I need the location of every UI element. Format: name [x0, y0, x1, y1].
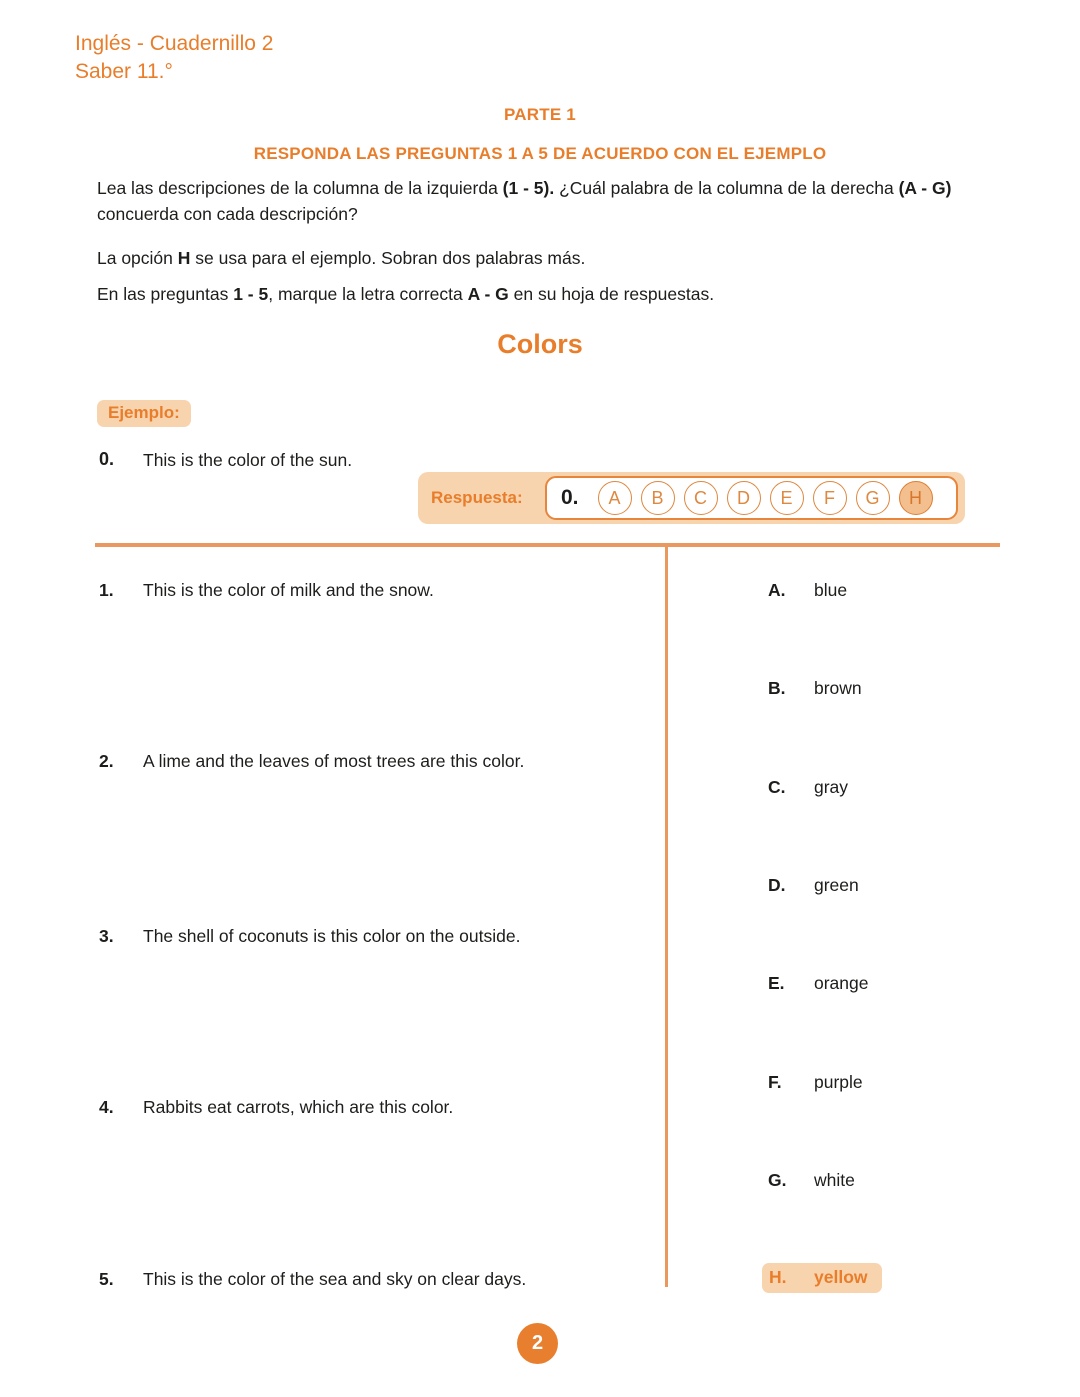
- option-word: orange: [814, 973, 869, 993]
- example-question-text: This is the color of the sun.: [143, 450, 353, 470]
- example-label-badge: Ejemplo:: [97, 400, 191, 427]
- option-letter: F.: [768, 1072, 782, 1092]
- document-header: [75, 30, 273, 86]
- answer-bubble-h-selected: H: [899, 481, 933, 515]
- part-title: PARTE 1: [504, 105, 576, 124]
- option-word: purple: [814, 1072, 863, 1092]
- option-row: [768, 875, 859, 896]
- intro-1-bold-range: (1 - 5).: [502, 178, 555, 198]
- example-question-number: 0.: [99, 449, 115, 469]
- option-word: yellow: [814, 1267, 868, 1287]
- option-row: [768, 973, 869, 994]
- answer-bubble-box: [545, 476, 958, 520]
- column-divider: [665, 547, 668, 1287]
- answer-label: Respuesta:: [431, 488, 523, 507]
- option-letter: H.: [769, 1267, 787, 1287]
- question-text: A lime and the leaves of most trees are this color.: [143, 751, 525, 771]
- intro-paragraph-3: [97, 281, 982, 307]
- option-word: white: [814, 1170, 855, 1190]
- question-number: 4.: [99, 1097, 114, 1117]
- answer-bubble-e: E: [770, 481, 804, 515]
- intro-paragraph-1: [97, 175, 982, 227]
- horizontal-divider: [95, 543, 1000, 547]
- answer-bubble-d: D: [727, 481, 761, 515]
- option-row: [768, 1072, 863, 1093]
- question-text: Rabbits eat carrots, which are this color.: [143, 1097, 454, 1117]
- option-letter: E.: [768, 973, 785, 993]
- option-row: [768, 678, 862, 699]
- option-word: brown: [814, 678, 862, 698]
- intro-3-bold-range: 1 - 5: [233, 284, 269, 304]
- page-number-badge: [517, 1323, 558, 1364]
- answer-bubble-a: A: [598, 481, 632, 515]
- intro-2-bold-h: H: [177, 248, 191, 268]
- exam-name: Saber 11.°: [75, 60, 173, 83]
- question-number: 5.: [99, 1269, 114, 1289]
- booklet-title: Inglés - Cuadernillo 2: [75, 32, 274, 55]
- option-word: green: [814, 875, 859, 895]
- intro-1-text: Lea las descripciones de la columna de la izquierda: [97, 178, 503, 198]
- question-text: This is the color of milk and the snow.: [143, 580, 434, 600]
- option-word: gray: [814, 777, 849, 797]
- intro-2-text: La opción: [97, 248, 178, 268]
- option-letter: D.: [768, 875, 786, 895]
- intro-1-bold-range-2: (A - G): [898, 178, 952, 198]
- answer-bubble-c: C: [684, 481, 718, 515]
- option-row-highlighted: [762, 1263, 882, 1293]
- question-text: The shell of coconuts is this color on the outside.: [143, 926, 521, 946]
- option-row: [768, 1170, 855, 1191]
- answer-bubble-b: B: [641, 481, 675, 515]
- option-letter: B.: [768, 678, 786, 698]
- option-letter: C.: [768, 777, 786, 797]
- option-letter: G.: [768, 1170, 787, 1190]
- question-number: 1.: [99, 580, 114, 600]
- question-number: 2.: [99, 751, 114, 771]
- question-text: This is the color of the sea and sky on clear days.: [143, 1269, 527, 1289]
- instruction-title: RESPONDA LAS PREGUNTAS 1 A 5 DE ACUERDO CON EL EJEMPLO: [253, 144, 827, 163]
- intro-paragraph-2: [97, 245, 982, 271]
- intro-3-text: En las preguntas: [97, 284, 234, 304]
- option-word: blue: [814, 580, 848, 600]
- intro-3-bold-letters: A - G: [467, 284, 509, 304]
- topic-title: Colors: [497, 329, 583, 359]
- question-number: 3.: [99, 926, 114, 946]
- intro-3-text-2: , marque la letra correcta: [268, 284, 468, 304]
- option-letter: A.: [768, 580, 786, 600]
- answer-bubble-g: G: [856, 481, 890, 515]
- intro-2-text-2: se usa para el ejemplo. Sobran dos palabras más.: [190, 248, 586, 268]
- page-number: 2: [531, 1332, 544, 1354]
- answer-question-number: 0.: [561, 486, 579, 509]
- intro-1-text-3: concuerda con cada descripción?: [97, 204, 358, 224]
- answer-bubble-f: F: [813, 481, 847, 515]
- intro-3-text-3: en su hoja de respuestas.: [508, 284, 715, 304]
- option-row: [768, 777, 848, 798]
- answer-bubble-row: [598, 481, 933, 515]
- option-row: [768, 580, 847, 601]
- intro-1-text-2: ¿Cuál palabra de la columna de la derecha: [554, 178, 899, 198]
- answer-strip: [418, 472, 965, 524]
